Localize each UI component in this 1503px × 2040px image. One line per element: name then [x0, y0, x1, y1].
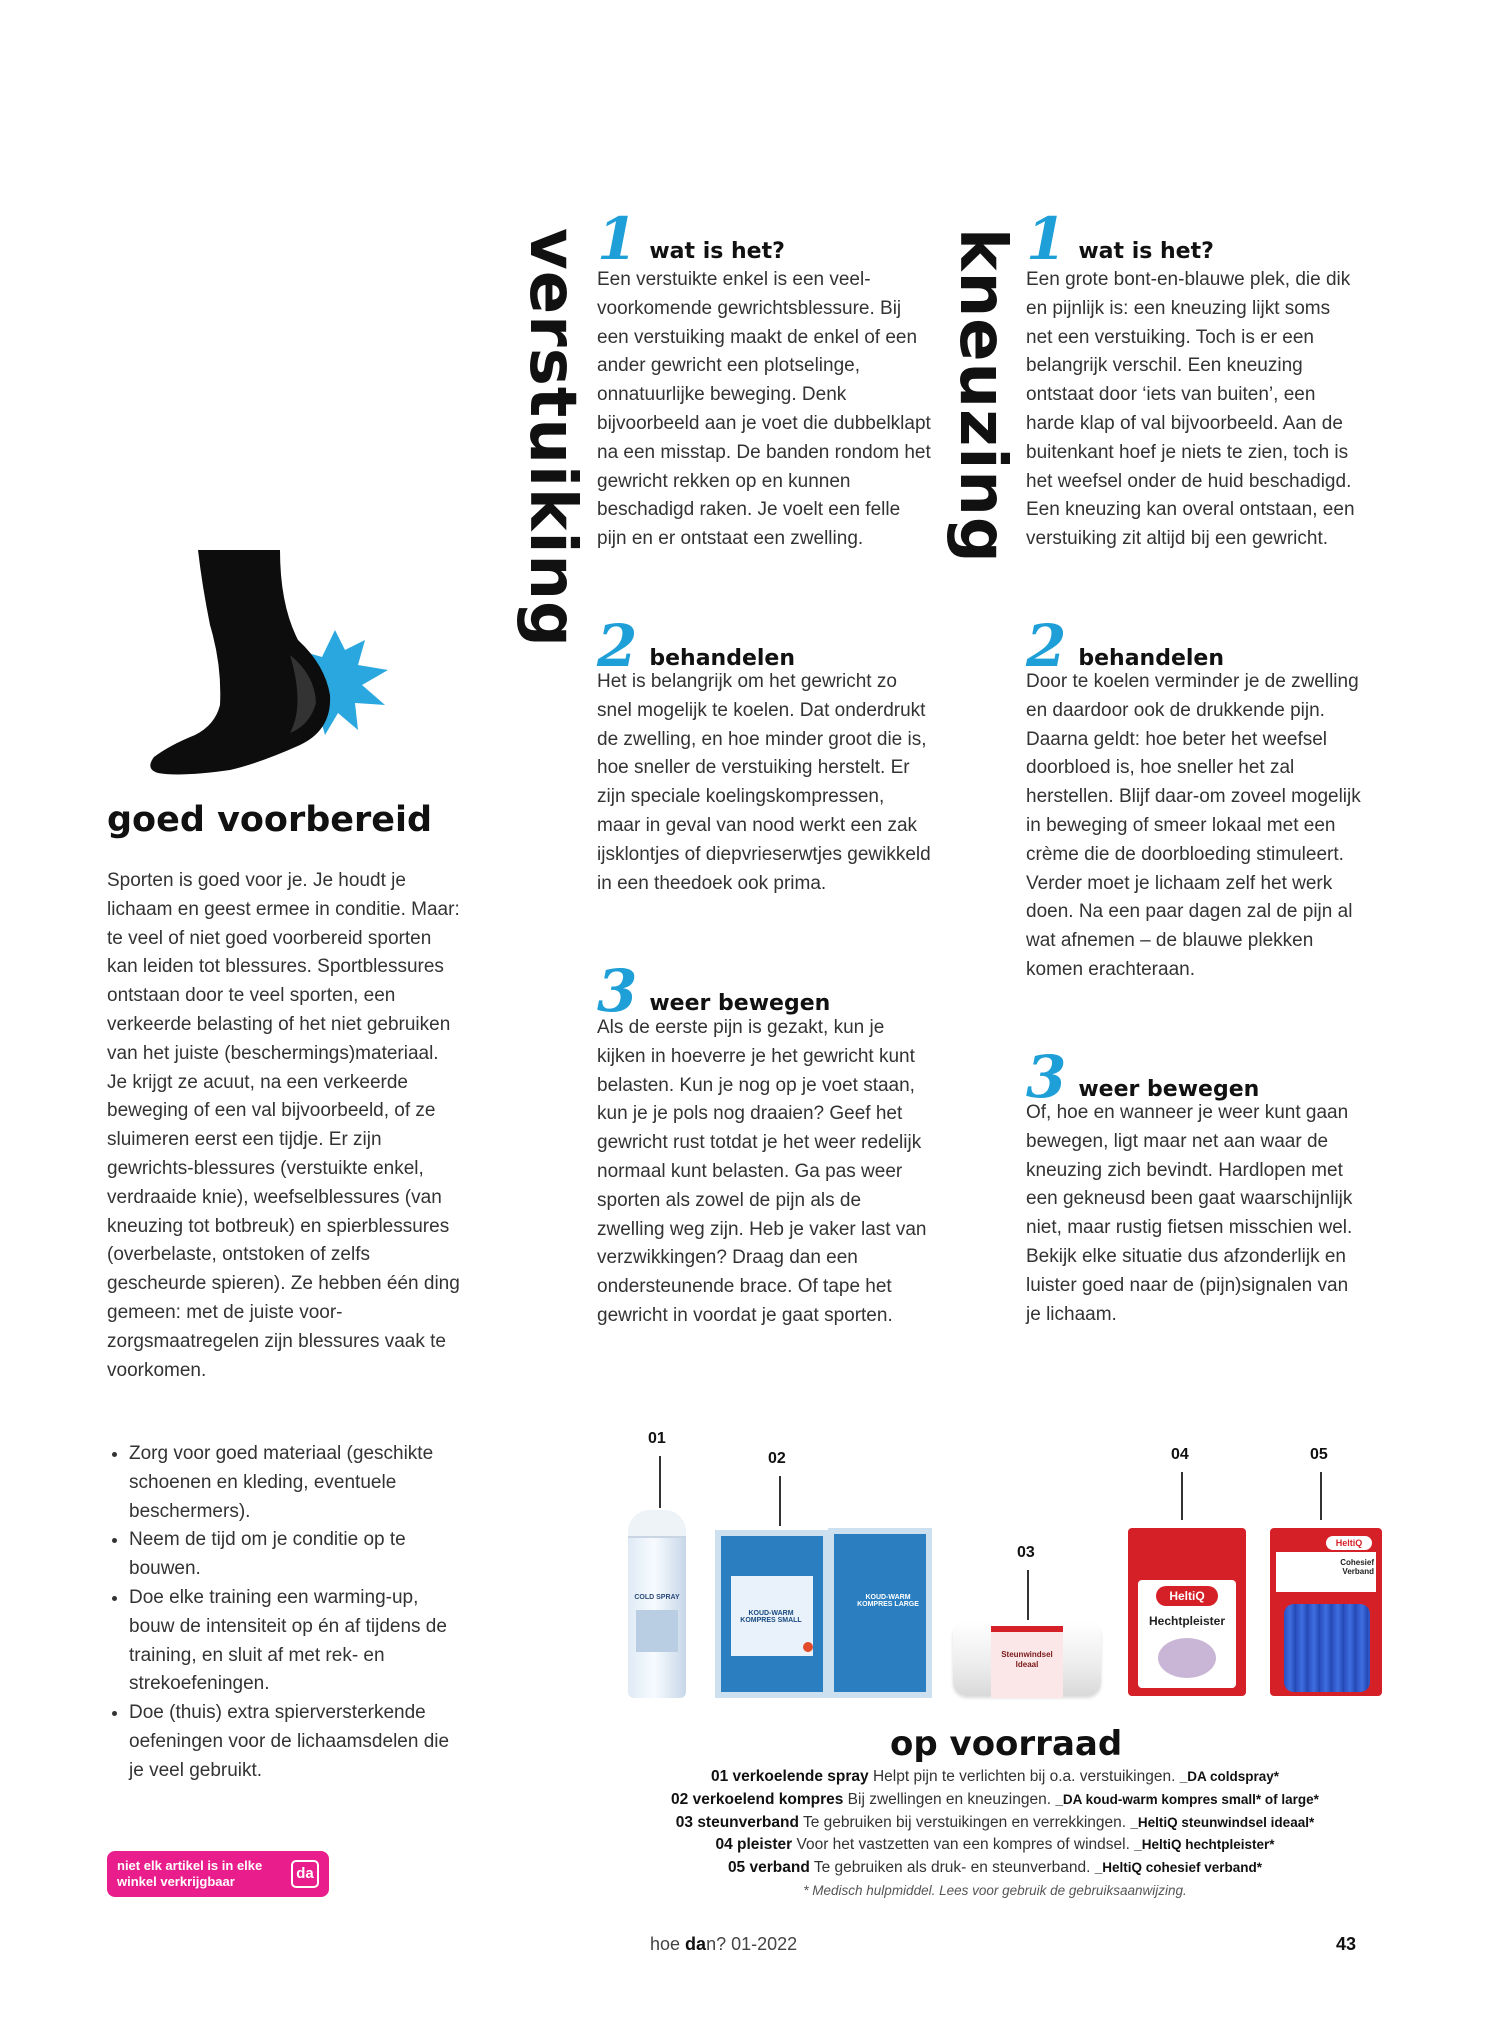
vertical-title-verstuiking: verstuiking: [515, 228, 589, 648]
stock-item: 04 pleister Voor het vastzetten van een kompres of windsel. _HeltiQ hechtpleister*: [715, 1836, 1275, 1854]
compress-small-label: KOUD-WARM KOMPRES SMALL: [740, 1610, 802, 1624]
product-compress-large: [828, 1528, 932, 1698]
page-heading-goed-voorbereid: goed voorbereid: [107, 800, 433, 840]
vertical-title-kneuzing: kneuzing: [945, 228, 1019, 564]
badge-line-2: winkel verkrijgbaar: [117, 1874, 235, 1889]
verstuiking-section-3-heading: [597, 957, 831, 1025]
tip-item: • Doe elke training een warming-up, bouw de intensiteit op én af tijdens de training, en sluit af met rek- en strekoefeningen.: [129, 1584, 462, 1699]
section-title: wat is het?: [649, 239, 785, 264]
product-pointer-01: [659, 1456, 661, 1508]
bandage-label: Steunwindsel Ideaal: [1001, 1650, 1053, 1669]
product-hechtpleister: [1128, 1528, 1246, 1696]
section-number: 3: [1026, 1043, 1067, 1111]
tips-list: [107, 1440, 462, 1786]
product-label-04: 04: [1171, 1446, 1189, 1463]
kneuzing-section-3-heading: [1026, 1043, 1260, 1111]
foot-icon: [150, 550, 330, 774]
section-title: wat is het?: [1078, 239, 1214, 264]
product-pointer-05: [1320, 1472, 1322, 1520]
kneuzing-section-1-text: Een grote bont-en-blauwe plek, die dik en pijnlijk is: een kneuzing lijkt soms net een verstuiking. Toch is er een belangrijk verschil. Een kneuzing ontstaat door ‘iets van buiten’, een harde klap of val bijvoorbeeld. Aan de buitenkant hoef je niets te zien, toch is het weefsel onder de huid beschadigd. Een kneuzing kan overal ontstaan, een verstuiking zit altijd bij een gewricht.: [1026, 269, 1355, 550]
product-bandage: [953, 1622, 1101, 1696]
stock-item: 02 verkoelend kompres Bij zwellingen en kneuzingen. _DA koud-warm kompres small* of large*: [671, 1790, 1319, 1808]
da-logo: da: [291, 1860, 319, 1888]
plaster-brand: HeltiQ: [1156, 1586, 1218, 1606]
stock-title: op voorraad: [890, 1724, 1123, 1764]
tip-item: • Doe (thuis) extra spierversterkende oefeningen voor de lichaamsdelen die je veel gebruikt.: [129, 1699, 462, 1785]
product-label-02: 02: [768, 1450, 786, 1467]
verstuiking-section-3-text: Als de eerste pijn is gezakt, kun je kijken in hoeverre je het gewricht kunt belasten. Kun je nog op je voet staan, kun je je pols nog draaien? Geef het gewricht rust totdat je het weer redelijk normaal kunt belasten. Ga pas weer sporten als zowel de pijn als de zwelling weg zijn. Heb je vaker last van verzwikkingen? Draag dan een ondersteunende brace. Of tape het gewricht in voordat je gaat sporten.: [597, 1017, 927, 1326]
stock-item: 03 steunverband Te gebruiken bij verstuikingen en verrekkingen. _HeltiQ steunwindsel ideaal*: [675, 1813, 1315, 1831]
tip-item: • Neem de tijd om je conditie op te bouwen.: [129, 1526, 462, 1584]
product-pointer-04: [1181, 1472, 1183, 1520]
section-title: weer bewegen: [649, 991, 831, 1016]
page-number: 43: [1336, 1934, 1357, 1954]
badge-line-1: niet elk artikel is in elke: [117, 1858, 263, 1873]
product-label-05: 05: [1310, 1446, 1328, 1463]
stock-item: 05 verband Te gebruiken als druk- en steunverband. _HeltiQ cohesief verband*: [727, 1859, 1263, 1877]
product-pointer-03: [1027, 1570, 1029, 1620]
cohesive-brand: HeltiQ: [1326, 1536, 1372, 1550]
spray-label: COLD SPRAY: [634, 1594, 680, 1601]
stock-list: [560, 1766, 1430, 1903]
product-compress-small: [715, 1530, 829, 1698]
stock-item: 01 verkoelende spray Helpt pijn te verlichten bij o.a. verstuikingen. _DA coldspray*: [710, 1768, 1280, 1785]
product-label-03: 03: [1017, 1544, 1035, 1561]
foot-impact-illustration: [140, 545, 405, 785]
stock-footnote: * Medisch hulpmiddel. Lees voor gebruik de gebruiksaanwijzing.: [803, 1882, 1187, 1898]
cohesive-label: Cohesief Verband: [1340, 1558, 1374, 1576]
tip-item: • Zorg voor goed materiaal (geschikte schoenen en kleding, eventuele beschermers).: [129, 1440, 462, 1526]
section-number: 1: [1026, 205, 1067, 273]
verstuiking-section-2-text: Het is belangrijk om het gewricht zo snel mogelijk te koelen. Dat onderdrukt de zwelling, en hoe minder groot die is, hoe sneller de verstuiking herstelt. Er zijn speciale koelingskompressen, maar in geval van nood werkt een zak ijsklontjes of diepvrieserwtjes gewikkeld in een theedoek ook prima.: [597, 671, 931, 894]
section-number: 2: [597, 612, 638, 680]
kneuzing-section-2-heading: [1026, 612, 1224, 680]
section-title: weer bewegen: [1078, 1077, 1260, 1102]
kneuzing-section-2-text: Door te koelen verminder je de zwelling en daardoor ook de drukkende pijn. Daarna geldt: hoe beter het weefsel doorbloed is, hoe sneller het zal herstellen. Blijf daar-om zoveel mogelijk in beweging of smeer lokaal met een crème die de doorbloeding stimuleert. Verder moet je lichaam zelf het werk doen. Na een paar dagen zal de pijn al wat afnemen – de blauwe plekken komen erachteraan.: [1026, 671, 1361, 980]
compress-large-label: KOUD-WARM KOMPRES LARGE: [857, 1594, 919, 1608]
availability-badge: [107, 1851, 329, 1897]
verstuiking-section-1-heading: [597, 205, 785, 273]
product-pointer-02: [779, 1476, 781, 1526]
footer-publication: hoe dan? 01-2022: [650, 1934, 798, 1954]
plaster-label: Hechtpleister: [1148, 1614, 1226, 1628]
section-number: 1: [597, 205, 638, 273]
product-label-01: 01: [648, 1430, 666, 1447]
kneuzing-section-3-text: Of, hoe en wanneer je weer kunt gaan bewegen, ligt maar net aan waar de kneuzing zich bevindt. Hardlopen met een gekneusd been gaat waarschijnlijk niet, maar rustig fietsen misschien wel. Bekijk elke situatie dus afzonderlijk en luister goed naar de (pijn)signalen van je lichaam.: [1026, 1102, 1353, 1325]
verstuiking-section-1-text: Een verstuikte enkel is een veel-voorkomende gewrichtsblessure. Bij een verstuiking maakt de enkel of een ander gewricht een plotselinge, onnatuurlijke beweging. Denk bijvoorbeeld aan je voet die dubbelklapt na een misstap. De banden rondom het gewricht rekken op en kunnen beschadigd raken. Je voelt een felle pijn en er ontstaat een zwelling.: [597, 269, 931, 550]
verstuiking-section-2-heading: [597, 612, 795, 680]
product-coldspray: [628, 1510, 686, 1698]
section-number: 3: [597, 957, 638, 1025]
section-number: 2: [1026, 612, 1067, 680]
section-title: behandelen: [1078, 646, 1224, 671]
intro-paragraph: Sporten is goed voor je. Je houdt je lichaam en geest ermee in conditie. Maar: te veel of niet goed voorbereid sporten kan leiden tot blessures. Sportblessures ontstaan door te veel sporten, een verkeerde belasting of het niet gebruiken van het juiste (beschermings)materiaal. Je krijgt ze acuut, na een verkeerde beweging of een val bijvoorbeeld, of ze sluimeren eerst een tijdje. Er zijn gewrichts-blessures (verstuikte enkel, verdraaide knie), weefselblessures (van kneuzing tot botbreuk) en spierblessures (overbelaste, ontstoken of zelfs gescheurde spieren). Ze hebben één ding gemeen: met de juiste voor-zorgsmaatregelen zijn blessures vaak te voorkomen.: [107, 870, 460, 1381]
product-cohesief-verband: [1270, 1528, 1382, 1696]
kneuzing-section-1-heading: [1026, 205, 1214, 273]
section-title: behandelen: [649, 646, 795, 671]
